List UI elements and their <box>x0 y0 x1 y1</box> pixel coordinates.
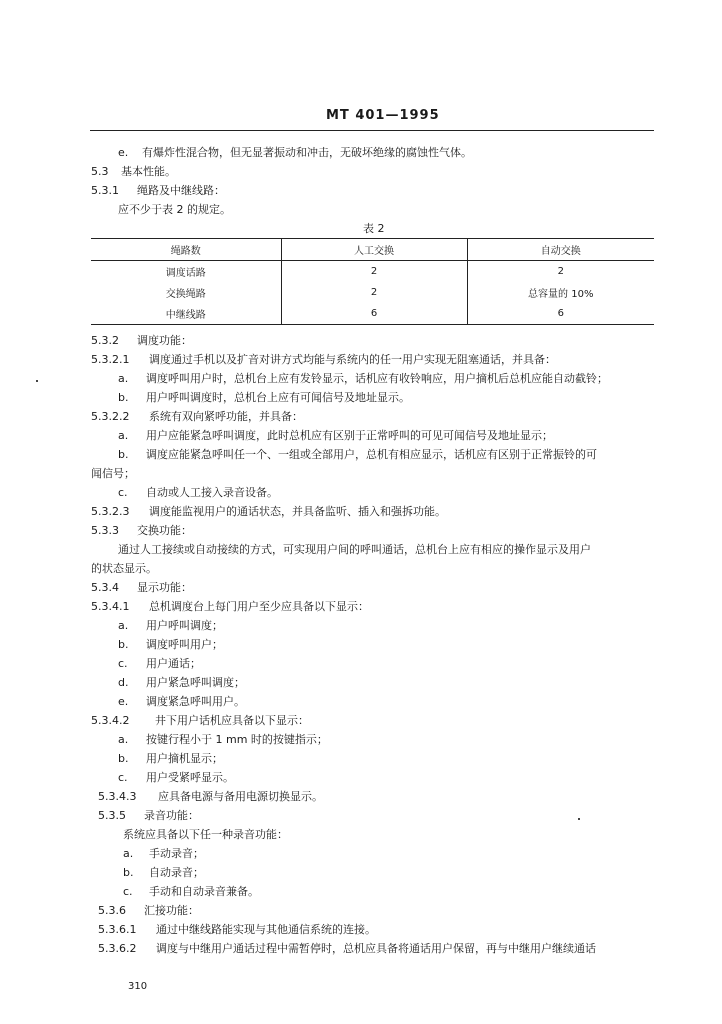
list-item <box>118 619 223 633</box>
list-item <box>118 638 223 652</box>
section-heading <box>91 600 369 614</box>
text-line <box>91 467 135 481</box>
page-number: 310 <box>128 981 148 992</box>
line-text: 系统有双向紧呼功能，并具备： <box>149 410 303 423</box>
line-text: 的状态显示。 <box>91 562 157 575</box>
section-heading <box>98 790 323 804</box>
page-header-title: MT 401—1995 <box>326 108 440 123</box>
line-text: 系统应具备以下任一种录音功能： <box>123 828 288 841</box>
line-label: 5.3.2.3 <box>91 505 130 518</box>
section-heading <box>91 581 192 595</box>
line-label: a. <box>118 429 129 442</box>
line-label: 5.3.2.2 <box>91 410 130 423</box>
line-label: 5.3.4.3 <box>98 790 137 803</box>
table-header-row <box>91 239 654 261</box>
list-item <box>118 733 328 747</box>
list-item <box>123 866 204 880</box>
line-label: b. <box>118 752 129 765</box>
line-text: 总机调度台上每门用户至少应具备以下显示： <box>149 600 369 613</box>
line-text: 调度能监视用户的通话状态，并具备监听、插入和强拆功能。 <box>149 505 446 518</box>
line-label: 5.3.6.2 <box>98 942 137 955</box>
table-row <box>91 261 654 283</box>
line-text: 通过中继线路能实现与其他通信系统的连接。 <box>156 923 376 936</box>
line-label: 5.3.4.1 <box>91 600 130 613</box>
section-heading <box>91 714 309 728</box>
table-cell: 总容量的 10% <box>467 282 654 303</box>
list-item <box>118 676 245 690</box>
line-label: a. <box>118 372 129 385</box>
line-text: 调度紧急呼叫用户。 <box>146 695 245 708</box>
list-item <box>118 695 245 709</box>
line-text: 调度功能： <box>137 334 192 347</box>
section-heading <box>91 334 192 348</box>
line-label: 5.3.2 <box>91 334 119 347</box>
line-text: 显示功能： <box>137 581 192 594</box>
table-header-cell: 绳路数 <box>170 246 201 257</box>
line-text: 绳路及中继线路： <box>137 184 225 197</box>
line-text: 调度应能紧急呼叫任一个、一组或全部用户，总机有相应显示，话机应有区别于正常振铃的可 <box>146 448 597 461</box>
text-line <box>118 391 410 405</box>
line-text: 有爆炸性混合物，但无显著振动和冲击，无破坏绝缘的腐蚀性气体。 <box>142 146 472 159</box>
line-label: a. <box>118 733 129 746</box>
line-text: 按键行程小于 1 mm 时的按键指示； <box>146 733 328 746</box>
line-label: 5.3.4 <box>91 581 119 594</box>
line-text: 闻信号； <box>91 467 135 480</box>
table-cell: 6 <box>281 303 467 325</box>
list-item <box>123 847 204 861</box>
table-cell: 2 <box>281 282 467 303</box>
section-heading <box>91 410 303 424</box>
line-text: 自动录音； <box>149 866 204 879</box>
line-text: 调度呼叫用户时，总机台上应有发铃显示，话机应有收铃响应，用户摘机后总机应能自动截铃； <box>146 372 608 385</box>
text-line <box>118 429 553 443</box>
table-header-cell: 人工交换 <box>281 239 467 261</box>
line-label: 5.3.5 <box>98 809 126 822</box>
line-label: a. <box>123 847 134 860</box>
header-rule <box>90 130 654 131</box>
line-label: b. <box>118 448 129 461</box>
table-header-cell: 自动交换 <box>467 239 654 261</box>
text-line <box>118 146 472 160</box>
text-line <box>123 828 288 842</box>
line-text: 基本性能。 <box>121 165 176 178</box>
line-label: c. <box>118 657 128 670</box>
list-item <box>123 885 259 899</box>
section-heading <box>98 923 376 937</box>
line-text: 手动和自动录音兼备。 <box>149 885 259 898</box>
line-text: 调度通过手机以及扩音对讲方式均能与系统内的任一用户实现无阻塞通话，并具备： <box>149 353 556 366</box>
line-label: c. <box>123 885 133 898</box>
line-label: b. <box>118 391 129 404</box>
line-text: 井下用户话机应具备以下显示： <box>155 714 309 727</box>
line-text: 交换功能： <box>137 524 192 537</box>
text-line <box>118 543 591 557</box>
line-text: 调度呼叫用户； <box>146 638 223 651</box>
line-text: 通过人工接续或自动接续的方式，可实现用户间的呼叫通话，总机台上应有相应的操作显示及用户 <box>118 543 591 556</box>
table-cell: 6 <box>467 303 654 325</box>
line-text: 调度与中继用户通话过程中需暂停时，总机应具备将通话用户保留，再与中继用户继续通话 <box>156 942 596 955</box>
line-text: 用户紧急呼叫调度； <box>146 676 245 689</box>
section-heading <box>91 184 225 198</box>
section-heading <box>98 904 199 918</box>
line-label: 5.3.1 <box>91 184 119 197</box>
line-label: d. <box>118 676 129 689</box>
line-text: 用户受紧呼显示。 <box>146 771 234 784</box>
section-heading <box>91 505 446 519</box>
line-label: b. <box>123 866 134 879</box>
line-text: 自动或人工接入录音设备。 <box>146 486 278 499</box>
section-heading <box>98 942 596 956</box>
line-text: 用户呼叫调度时，总机台上应有可闻信号及地址显示。 <box>146 391 410 404</box>
list-item <box>118 752 223 766</box>
line-label: 5.3.6 <box>98 904 126 917</box>
text-line <box>118 448 597 462</box>
section-heading <box>91 524 192 538</box>
line-text: 手动录音； <box>149 847 204 860</box>
list-item <box>118 771 234 785</box>
line-text: 用户应能紧急呼叫调度，此时总机应有区别于正常呼叫的可见可闻信号及地址显示； <box>146 429 553 442</box>
line-label: 5.3.4.2 <box>91 714 130 727</box>
line-text: 用户摘机显示； <box>146 752 223 765</box>
text-line <box>118 372 608 386</box>
line-label: 5.3.6.1 <box>98 923 137 936</box>
line-text: 用户呼叫调度； <box>146 619 223 632</box>
line-label: c. <box>118 486 128 499</box>
line-text: 应具备电源与备用电源切换显示。 <box>158 790 323 803</box>
line-label: b. <box>118 638 129 651</box>
line-label: 5.3.2.1 <box>91 353 130 366</box>
table-2 <box>91 238 654 325</box>
table-row <box>91 282 654 303</box>
line-label: 5.3 <box>91 165 109 178</box>
table-cell: 调度话路 <box>165 268 206 279</box>
section-heading <box>91 353 556 367</box>
text-line <box>118 203 231 217</box>
scan-speck <box>36 380 38 382</box>
table-caption: 表 2 <box>363 222 385 235</box>
scan-speck <box>578 818 580 820</box>
table-cell: 中继线路 <box>165 310 206 321</box>
line-label: a. <box>118 619 129 632</box>
line-text: 汇接功能： <box>144 904 199 917</box>
list-item <box>118 657 201 671</box>
line-label: e. <box>118 146 129 159</box>
text-line <box>91 562 157 576</box>
table-cell: 交换绳路 <box>165 289 206 300</box>
line-label: 5.3.3 <box>91 524 119 537</box>
table-cell: 2 <box>281 261 467 283</box>
line-text: 录音功能： <box>144 809 199 822</box>
section-heading <box>98 809 199 823</box>
table-cell: 2 <box>467 261 654 283</box>
text-line <box>118 486 278 500</box>
table-row <box>91 303 654 325</box>
line-label: e. <box>118 695 129 708</box>
line-text: 应不少于表 2 的规定。 <box>118 203 231 216</box>
line-text: 用户通话； <box>146 657 201 670</box>
section-heading <box>91 165 176 179</box>
line-label: c. <box>118 771 128 784</box>
